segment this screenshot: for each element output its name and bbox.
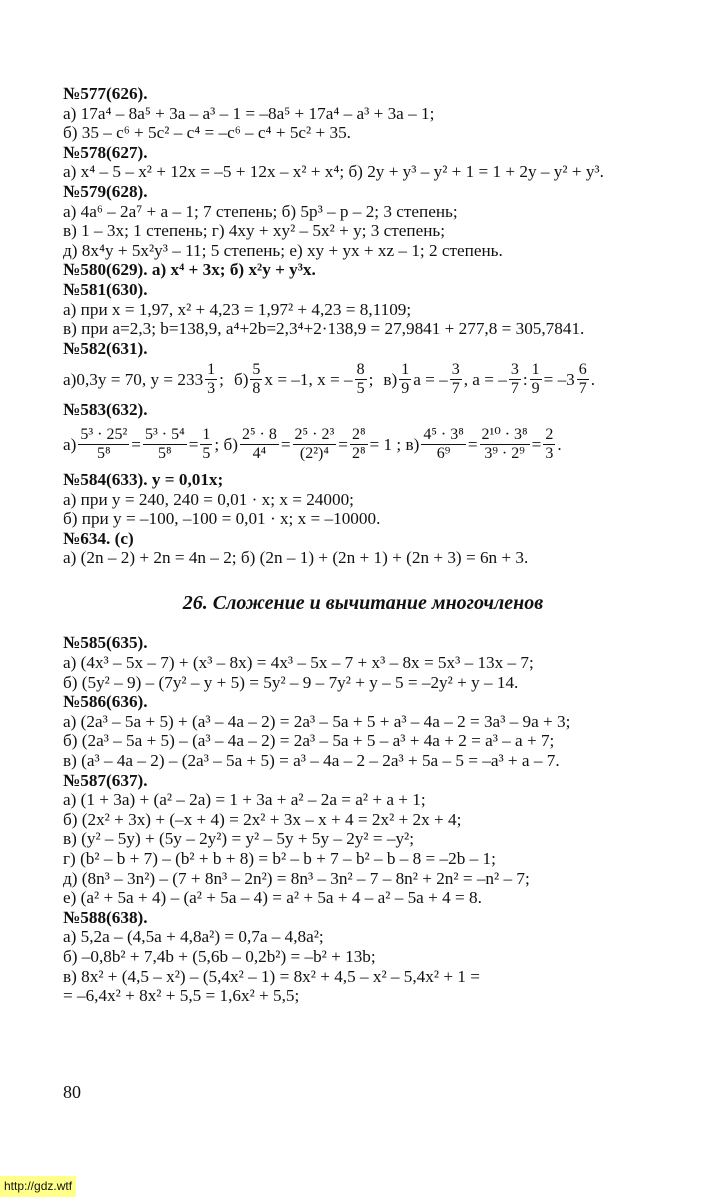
denominator: 3⁹ · 2⁹ (484, 445, 525, 463)
problem-heading: №577(626). (63, 84, 148, 103)
solution-line: а) 4a⁶ – 2a⁷ + a – 1; 7 степень; б) 5p³ – p – 2; 3 степень; (63, 201, 458, 221)
problem-heading: №583(632). (63, 400, 148, 420)
denominator: (2²)⁴ (299, 445, 329, 463)
problem-heading: №585(635). (63, 633, 148, 653)
solution-line: г) (b² – b + 7) – (b² + b + 8) = b² – b + 7 – b² – b – 8 = –2b – 1; (63, 849, 496, 868)
eq-text: а) (63, 435, 77, 455)
numerator: 5³ · 5⁴ (144, 426, 185, 444)
denominator: 9 (401, 379, 410, 397)
denominator: 9 (531, 379, 540, 397)
fraction (240, 426, 279, 463)
problem-heading: №582(631). (63, 338, 148, 358)
solution-line: б) (5y² – 9) – (7y² – y + 5) = 5y² – 9 – 7y² + y – 5 = –2y² + y – 14. (63, 672, 519, 692)
fraction (577, 361, 589, 398)
denominator: 4⁴ (252, 445, 267, 463)
eq-text: ; (368, 369, 374, 389)
numerator: 2⁸ (351, 426, 366, 444)
numerator: 3 (451, 360, 460, 378)
eq-text: = (280, 435, 291, 455)
fraction (543, 426, 555, 463)
numerator: 6 (578, 360, 587, 378)
solution-line: а) 5,2a – (4,5a + 4,8a²) = 0,7a – 4,8a²; (63, 927, 324, 947)
fraction (200, 426, 212, 463)
problem-heading: №584(633). y = 0,01x; (63, 469, 224, 489)
solution-line: а) x⁴ – 5 – x² + 12x = –5 + 12x – x² + x⁴; б) 2y + y³ – y² + 1 = 1 + 2y – y² + y³. (63, 162, 604, 182)
numerator: 2⁵ · 8 (241, 426, 277, 444)
solution-line: а) (2a³ – 5a + 5) + (a³ – 4a – 2) = 2a³ – 5a + 5 + a³ – 4a – 2 = 3a³ – 9a + 3; (63, 711, 571, 731)
page-content (63, 84, 663, 1006)
fraction (509, 361, 521, 398)
eq-text: = (467, 435, 478, 455)
fraction (399, 361, 411, 398)
source-url-footer[interactable]: http://gdz.wtf (0, 1176, 76, 1197)
eq-text: : (522, 369, 528, 389)
solution-line: а) (4x³ – 5x – 7) + (x³ – 8x) = 4x³ – 5x – 7 + x³ – 8x = 5x³ – 13x – 7; (63, 653, 534, 673)
eq-text: = (131, 435, 141, 455)
denominator: 7 (510, 379, 519, 397)
eq-text: a = – (413, 369, 448, 389)
solution-line: б) (2a³ – 5a + 5) – (a³ – 4a – 2) = 2a³ – 5a + 5 – a³ + 4a + 2 = a³ – a + 7; (63, 731, 555, 751)
fraction (78, 426, 129, 463)
denominator: 5 (356, 379, 365, 397)
section-title: 26. Сложение и вычитание многочленов (182, 591, 544, 614)
problem-heading: №578(627). (63, 142, 148, 162)
eq-text: = (338, 435, 348, 455)
problem-heading: №634. (с) (63, 528, 134, 548)
page-number: 80 (63, 1082, 81, 1102)
numerator: 1 (207, 360, 216, 378)
eq-text: б) (233, 369, 249, 389)
fraction (250, 361, 262, 398)
eq-text: в) (383, 369, 398, 389)
fraction (205, 361, 217, 398)
fraction (293, 426, 337, 463)
solution-line: б) (2x² + 3x) + (–x + 4) = 2x² + 3x – x + 4 = 2x² + 2x + 4; (63, 809, 462, 829)
solution-line: а) при y = 240, 240 = 0,01 · x; x = 24000; (63, 489, 354, 509)
solution-line: в) при a=2,3; b=138,9, a⁴+2b=2,3⁴+2·138,9 = 27,9841 + 277,8 = 305,7841. (63, 319, 585, 339)
solution-line: в) 1 – 3x; 1 степень; г) 4xy + xy² – 5x² + y; 3 степень; (63, 221, 446, 241)
fraction (143, 426, 187, 463)
problem-heading: №586(636). (63, 692, 148, 712)
eq-text: = (188, 435, 199, 455)
eq-text: ; б) (214, 435, 238, 455)
eq-text: = –3 (543, 369, 575, 389)
problem-heading: №588(638). (63, 907, 148, 927)
equation-row-583 (63, 420, 663, 470)
eq-text: = (531, 435, 542, 455)
solution-line: в) (a³ – 4a – 2) – (2a³ – 5a + 5) = a³ – 4a – 2 – 2a³ + 5a – 5 = –a³ + a – 7. (63, 751, 560, 771)
solution-line: е) (a² + 5a + 4) – (a² + 5a – 4) = a² + 5a + 4 – a² – 5a + 4 = 8. (63, 888, 482, 908)
numerator: 1 (202, 426, 211, 444)
solution-line: б) –0,8b² + 7,4b + (5,6b – 0,2b²) = –b² + 13b; (63, 946, 376, 966)
denominator: 8 (252, 379, 261, 397)
denominator: 3 (207, 379, 216, 397)
solution-line: б) 35 – c⁶ + 5c² – c⁴ = –c⁶ – c⁴ + 5c² + 35. (63, 123, 351, 143)
numerator: 1 (401, 360, 410, 378)
numerator: 4⁵ · 3⁸ (423, 426, 464, 444)
numerator: 2 (545, 426, 554, 444)
denominator: 7 (578, 379, 587, 397)
numerator: 1 (531, 360, 540, 378)
solution-line: д) 8x⁴y + 5x²y³ – 11; 5 степень; е) xy + yx + xz – 1; 2 степень. (63, 240, 503, 260)
denominator: 2⁸ (351, 445, 366, 463)
numerator: 3 (510, 360, 519, 378)
fraction (530, 361, 542, 398)
eq-text: x = –1, x = – (264, 369, 353, 389)
denominator: 7 (451, 379, 460, 397)
fraction (480, 426, 530, 463)
problem-heading: №579(628). (63, 181, 148, 201)
denominator: 6⁹ (436, 445, 451, 463)
denominator: 5⁸ (97, 445, 111, 463)
numerator: 2⁵ · 2³ (294, 426, 335, 444)
numerator: 8 (356, 360, 365, 378)
solution-line: а) при x = 1,97, x² + 4,23 = 1,97² + 4,23 = 8,1109; (63, 299, 412, 319)
eq-text: , a = – (463, 369, 507, 389)
fraction (355, 361, 367, 398)
fraction (450, 361, 462, 398)
solution-line: = –6,4x² + 8x² + 5,5 = 1,6x² + 5,5; (63, 986, 300, 1006)
eq-text: а)0,3y = 70, y = 233 (63, 369, 204, 389)
solution-line: б) при y = –100, –100 = 0,01 · x; x = –10000. (63, 509, 381, 529)
problem-heading: №580(629). а) x⁴ + 3x; б) x²y + y³x. (63, 260, 316, 280)
numerator: 5³ · 25² (80, 426, 128, 444)
problem-heading: №587(637). (63, 770, 148, 790)
eq-text: = 1 ; в) (369, 435, 420, 455)
problem-heading: №581(630). (63, 279, 148, 299)
solution-line: в) 8x² + (4,5 – x²) – (5,4x² – 1) = 8x² + 4,5 – x² – 5,4x² + 1 = (63, 966, 480, 986)
fraction (421, 426, 465, 463)
eq-text: . (557, 435, 562, 455)
denominator: 5⁸ (158, 445, 172, 463)
solution-line: а) 17a⁴ – 8a⁵ + 3a – a³ – 1 = –8a⁵ + 17a⁴ – a³ + 3a – 1; (63, 103, 435, 123)
numerator: 5 (252, 360, 261, 378)
solution-line: в) (y² – 5y) + (5y – 2y²) = y² – 5y + 5y – 2y² = –y²; (63, 829, 414, 849)
fraction (350, 426, 368, 463)
solution-line: д) (8n³ – 3n²) – (7 + 8n³ – 2n²) = 8n³ – 3n² – 7 – 8n² + 2n² = –n² – 7; (63, 868, 530, 888)
equation-row-582 (63, 358, 663, 400)
eq-text: ; (219, 369, 224, 389)
solution-line: а) (1 + 3a) + (a² – 2a) = 1 + 3a + a² – 2a = a² + a + 1; (63, 790, 426, 810)
denominator: 3 (545, 445, 554, 463)
solution-line: а) (2n – 2) + 2n = 4n – 2; б) (2n – 1) + (2n + 1) + (2n + 3) = 6n + 3. (63, 548, 529, 568)
denominator: 5 (202, 445, 211, 463)
eq-text: . (590, 369, 596, 389)
numerator: 2¹⁰ · 3⁸ (481, 426, 528, 444)
